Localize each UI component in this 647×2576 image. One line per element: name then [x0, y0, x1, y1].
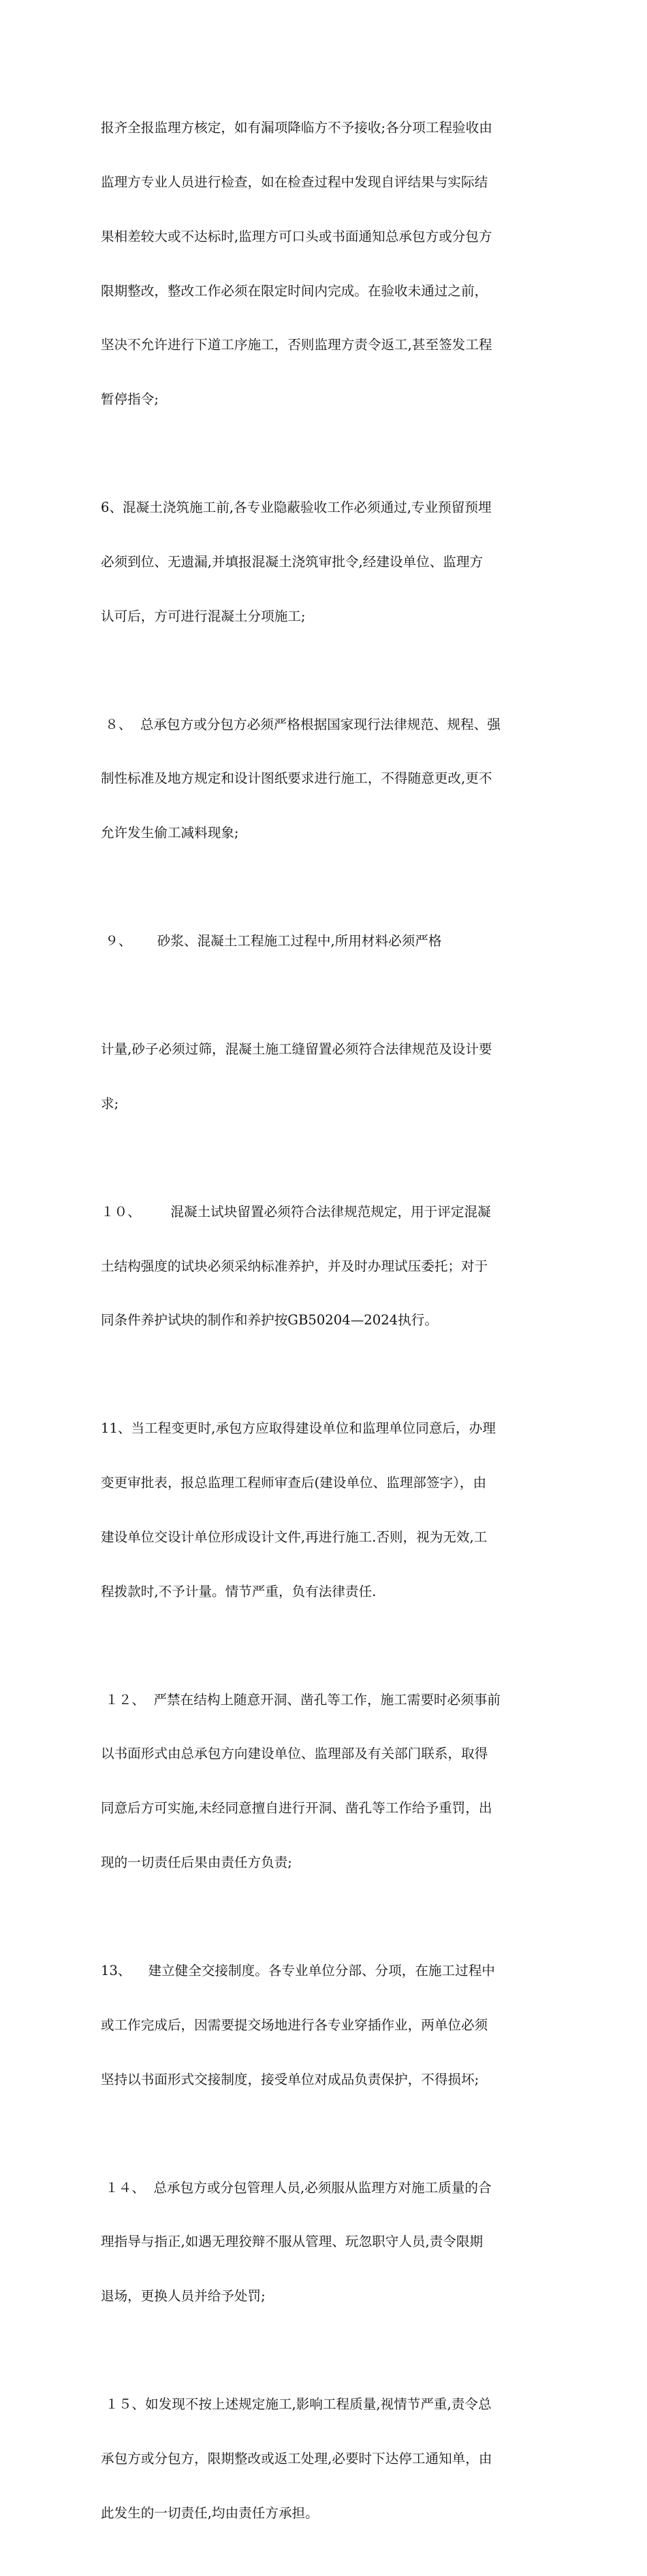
text-line: 6、混凝土浇筑施工前,各专业隐蔽验收工作必须通过,专业预留预埋: [101, 500, 492, 516]
text-line: 监理方专业人员进行检查，如在检查过程中发现自评结果与实际结: [101, 174, 488, 190]
paragraph-item-11: [101, 1384, 553, 1637]
text-line: 土结构强度的试块必须采纳标准养护，并及时办理试压委托；对于: [101, 1258, 488, 1274]
text-line: 制性标准及地方规定和设计图纸要求进行施工，不得随意更改,更不: [101, 770, 492, 787]
paragraph-item-9-continued: [101, 1005, 553, 1150]
paragraph-item-9-start: [101, 896, 553, 987]
text-line: 或工作完成后，因需要提交场地进行各专业穿插作业，两单位必须: [101, 2017, 488, 2033]
text-line: 求;: [101, 1095, 119, 1111]
text-line: 果相差较大或不达标时,监理方可口头或书面通知总承包方或分包方: [101, 228, 492, 244]
text-line: 此发生的一切责任,均由责任方承担。: [101, 2505, 319, 2521]
text-line: １２、 严禁在结构上随意开洞、凿孔等工作，施工需要时必须事前: [101, 1691, 501, 1708]
paragraph-item-13: [101, 1926, 553, 2125]
paragraph-item-10: [101, 1167, 553, 1367]
document-body: [101, 83, 553, 2576]
text-line: 坚持以书面形式交接制度，接受单位对成品负责保护，不得损坏;: [101, 2071, 479, 2087]
text-line: 以书面形式由总承包方向建设单位、监理部及有关部门联系，取得: [101, 1746, 488, 1762]
text-line: 11、当工程变更时,承包方应取得建设单位和监理单位同意后，办理: [101, 1420, 496, 1437]
text-line: 允许发生偷工减料现象;: [101, 825, 239, 841]
text-line: 限期整改，整改工作必须在限定时间内完成。在验收未通过之前，: [101, 282, 488, 299]
text-line: 现的一切责任后果由责任方负责;: [101, 1855, 292, 1871]
text-line: １５、如发现不按上述规定施工,影响工程质量,视情节严重,责令总: [101, 2396, 492, 2413]
text-line: 变更审批表，报总监理工程师审查后(建设单位、监理部签字），由: [101, 1475, 487, 1491]
text-line: 报齐全报监理方核定，如有漏项降临方不予接收;各分项工程验收由: [101, 120, 492, 136]
text-line: 坚决不允许进行下道工序施工，否则监理方责令返工,甚至签发工程: [101, 337, 492, 353]
text-line: １０、 混凝土试块留置必须符合法律规范规定，用于评定混凝: [101, 1203, 491, 1220]
text-line: １４、 总承包方或分包管理人员,必须服从监理方对施工质量的合: [101, 2179, 492, 2196]
text-line: 同意后方可实施,未经同意擅自进行开洞、凿孔等工作给予重罚，出: [101, 1800, 492, 1816]
text-line: 承包方或分包方，限期整改或返工处理,必要时下达停工通知单，由: [101, 2450, 492, 2466]
text-line: 必须到位、无遗漏,并填报混凝土浇筑审批令,经建设单位、监理方: [101, 553, 484, 570]
text-line: 认可后，方可进行混凝土分项施工;: [101, 608, 306, 624]
paragraph-acceptance-procedure: [101, 83, 553, 445]
paragraph-item-8: [101, 679, 553, 879]
text-line: 暂停指令;: [101, 391, 159, 408]
paragraph-item-12: [101, 1655, 553, 1908]
text-line: 程拨款时,不予计量。情节严重，负有法律责任.: [101, 1583, 377, 1599]
paragraph-item-15: [101, 2360, 553, 2559]
text-line: 13、 建立健全交接制度。各专业单位分部、分项，在施工过程中: [101, 1963, 495, 1978]
text-line: 退场，更换人员并给予处罚;: [101, 2288, 266, 2304]
text-line: 同条件养护试块的制作和养护按GB50204—2024执行。: [101, 1312, 438, 1328]
text-line: 理指导与指正,如遇无理狡辩不服从管理、玩忽职守人员,责令限期: [101, 2234, 484, 2250]
text-line: ９、 砂浆、混凝土工程施工过程中,所用材料必须严格: [101, 933, 442, 949]
paragraph-item-6: [101, 463, 553, 662]
paragraph-item-14: [101, 2142, 553, 2342]
text-line: ８、 总承包方或分包方必须严格根据国家现行法律规范、规程、强: [101, 716, 501, 732]
text-line: 计量,砂子必须过筛，混凝土施工缝留置必须符合法律规范及设计要: [101, 1041, 492, 1058]
text-line: 建设单位交设计单位形成设计文件,再进行施工.否则，视为无效,工: [101, 1529, 488, 1545]
